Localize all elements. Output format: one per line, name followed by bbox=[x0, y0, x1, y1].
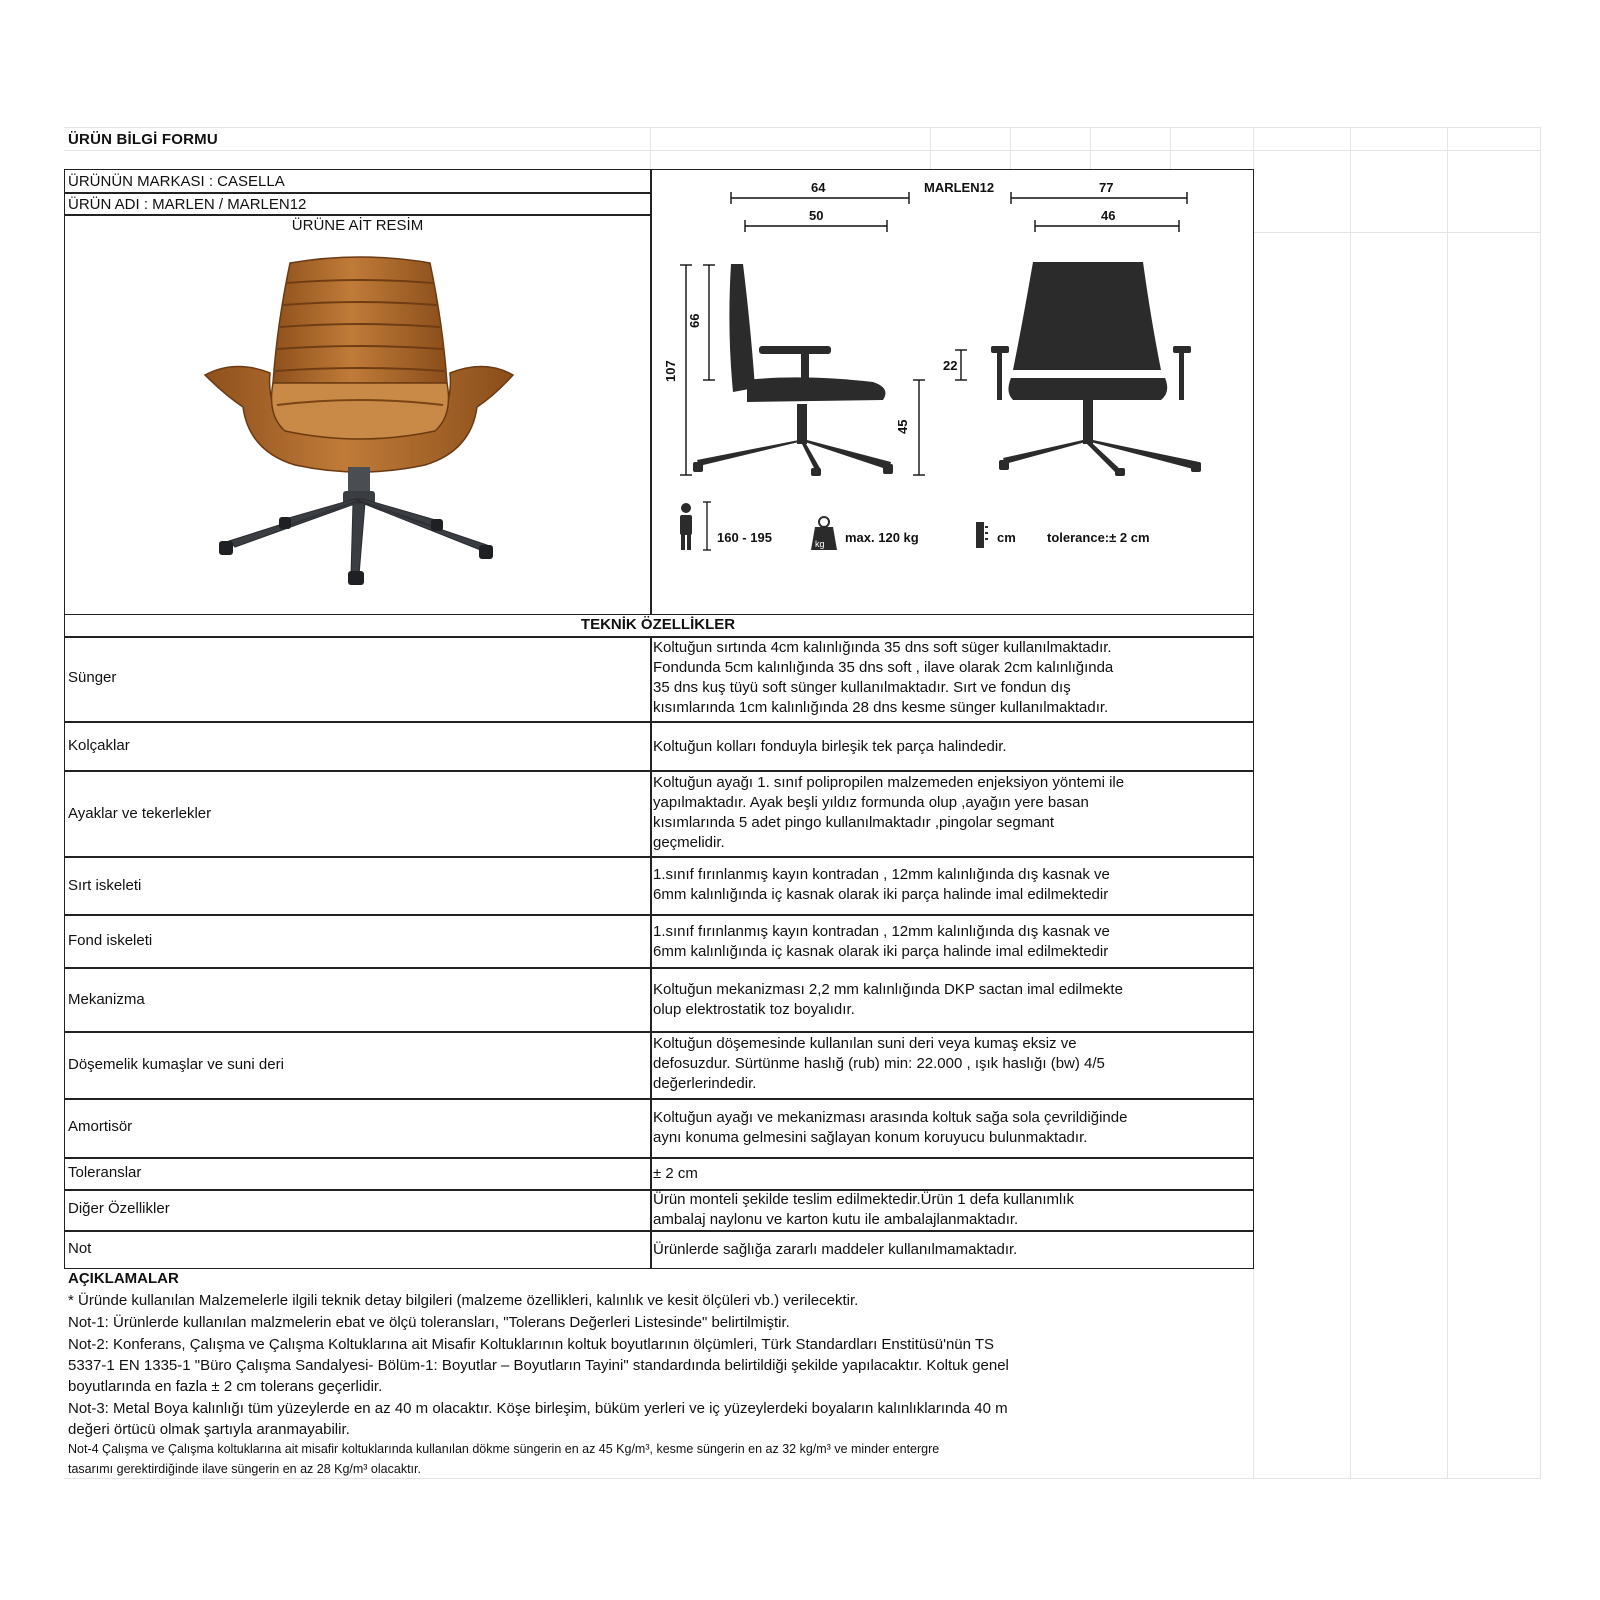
spec-label-sirt-iskeleti: Sırt iskeleti bbox=[68, 877, 142, 894]
unit-text: cm bbox=[997, 530, 1016, 545]
grid-line bbox=[1350, 127, 1351, 1479]
spec-value-amortisor: Koltuğun ayağı ve mekanizması arasında koltuk sağa sola çevrildiğinde aynı konuma gelmesini sağlayan konum koruyucu bulunmaktadır. bbox=[653, 1109, 1128, 1146]
grid-line bbox=[64, 150, 1540, 151]
spec-value-not: Ürünlerde sağlığa zararlı maddeler kullanılmamaktadır. bbox=[653, 1241, 1018, 1258]
svg-text:kg: kg bbox=[815, 539, 825, 549]
spec-label-diger: Diğer Özellikler bbox=[68, 1200, 170, 1217]
column-divider bbox=[650, 636, 652, 1269]
note-line: * Üründe kullanılan Malzemelerle ilgili teknik detay bilgileri (malzeme özellikleri, kalınlık ve kesit ölçüleri vb.) verilecektir. bbox=[68, 1292, 859, 1309]
note-line: boyutlarında en fazla ± 2 cm tolerans geçerlidir. bbox=[68, 1378, 383, 1395]
person-height-icon bbox=[680, 503, 692, 550]
user-height-text: 160 - 195 bbox=[717, 530, 772, 545]
dim-arm-height: 22 bbox=[943, 358, 958, 373]
grid-line bbox=[1170, 127, 1171, 169]
note-line: 5337-1 EN 1335-1 "Büro Çalışma Sandalyesi- Bölüm-1: Boyutlar – Boyutların Tayini" standardında belirtildiği şekilde yapılacaktır. Koltuk genel bbox=[68, 1357, 1009, 1374]
grid-line bbox=[1540, 127, 1541, 1479]
model-label: MARLEN12 bbox=[924, 180, 995, 195]
spec-label-not: Not bbox=[68, 1240, 92, 1257]
note-line: Not-3: Metal Boya kalınlığı tüm yüzeylerde en az 40 m olacaktır. Köşe birleşim, büküm yerleri ve iç yüzeylerdeki boyaların kalınlıklarında 40 m bbox=[68, 1400, 1008, 1417]
note-line: değeri örtücü olmak şartıyla aranmayabilir. bbox=[68, 1421, 350, 1438]
spec-value-ayaklar: Koltuğun ayağı 1. sınıf polipropilen malzemeden enjeksiyon yöntemi ile yapılmaktadır. Ayak beşli yıldız formunda olup ,ayağın yere basan kısımlarında 5 adet pingo kullanılmaktadır ,pingolar segmant geçmelidir. bbox=[653, 774, 1125, 851]
row-divider bbox=[64, 1157, 1254, 1159]
spec-value-diger: Ürün monteli şekilde teslim edilmektedir.Ürün 1 defa kullanımlık ambalaj naylonu ve karton kutu ile ambalajlanmaktadır. bbox=[653, 1191, 1075, 1228]
specs-title: TEKNİK ÖZELLİKLER bbox=[580, 616, 736, 633]
row-divider bbox=[64, 770, 1254, 772]
row-divider bbox=[64, 967, 1254, 969]
product-name-field: ÜRÜN ADI : MARLEN / MARLEN12 bbox=[68, 196, 307, 213]
spec-label-amortisor: Amortisör bbox=[68, 1118, 133, 1135]
dim-side-overall: 64 bbox=[811, 180, 826, 195]
spec-value-mekanizma: Koltuğun mekanizması 2,2 mm kalınlığında DKP sactan imal edilmekte olup elektrostatik toz boyalıdır. bbox=[653, 981, 1123, 1018]
spec-value-sunger: Koltuğun sırtında 4cm kalınlığında 35 dns soft süger kullanılmaktadır. Fondunda 5cm kalınlığında 35 dns soft , ilave olarak 2cm kalınlığında 35 dns kuş tüyü soft sünger kullanılmaktadır. Sırt ve fondun dış kısımlarında 1cm kalınlığında 28 dns kesme sünger kullanılmaktadır. bbox=[653, 639, 1114, 716]
dimension-diagram bbox=[651, 170, 1253, 614]
grid-line bbox=[64, 127, 1540, 128]
dim-back-height: 66 bbox=[687, 313, 702, 328]
image-header: ÜRÜNE AİT RESİM bbox=[291, 217, 424, 234]
product-photo bbox=[195, 255, 525, 595]
row-divider bbox=[64, 1230, 1254, 1232]
grid-line bbox=[930, 127, 931, 169]
spec-value-dosemelik: Koltuğun döşemesinde kullanılan suni deri veya kumaş eksiz ve defosuzdur. Sürtünme haslığ (rub) min: 22.000 , ışık haslığı (bw) 4/5 değerlerindedir. bbox=[653, 1035, 1105, 1092]
dim-front-seat: 46 bbox=[1101, 208, 1116, 223]
note-line: Not-1: Ürünlerde kullanılan malzmelerin ebat ve ölçü toleransları, "Tolerans Değerleri Listesinde" belirtilmiştir. bbox=[68, 1314, 790, 1331]
max-weight-text: max. 120 kg bbox=[845, 530, 919, 545]
grid-line bbox=[1090, 127, 1091, 169]
note-line: Not-2: Konferans, Çalışma ve Çalışma Koltuklarına ait Misafir Koltuklarının koltuk boyutlarının ölçümleri, Türk Standardları Enstitüsü'nün TS bbox=[68, 1336, 995, 1353]
grid-line bbox=[1010, 127, 1011, 169]
spec-label-kolcaklar: Kolçaklar bbox=[68, 737, 130, 754]
tolerance-text: tolerance:± 2 cm bbox=[1047, 530, 1150, 545]
spec-value-sirt-iskeleti: 1.sınıf fırınlanmış kayın kontradan , 12mm kalınlığında dış kasnak ve 6mm kalınlığında iç kasnak olarak iki parça halinde imal edilmektedir bbox=[653, 866, 1110, 903]
row-divider bbox=[64, 1031, 1254, 1033]
form-title: ÜRÜN BİLGİ FORMU bbox=[68, 131, 218, 148]
grid-line bbox=[1447, 127, 1448, 1479]
row-divider bbox=[64, 192, 651, 194]
spec-label-mekanizma: Mekanizma bbox=[68, 991, 145, 1008]
dim-side-seat: 50 bbox=[809, 208, 824, 223]
brand-field: ÜRÜNÜN MARKASI : CASELLA bbox=[68, 173, 285, 190]
row-divider bbox=[64, 721, 1254, 723]
grid-line bbox=[650, 127, 651, 169]
dim-front-overall: 77 bbox=[1099, 180, 1114, 195]
weight-icon bbox=[811, 517, 837, 550]
spec-value-fond-iskeleti: 1.sınıf fırınlanmış kayın kontradan , 12mm kalınlığında dış kasnak ve 6mm kalınlığında iç kasnak olarak iki parça halinde imal edilmektedir bbox=[653, 923, 1110, 960]
spec-label-dosemelik: Döşemelik kumaşlar ve suni deri bbox=[68, 1056, 284, 1073]
dim-total-height: 107 bbox=[663, 360, 678, 382]
note-line: Not-4 Çalışma ve Çalışma koltuklarına ait misafir koltuklarında kullanılan dökme süngerin en az 45 Kg/m³, kesme süngerin en az 32 kg/m³ ve minder entergre bbox=[68, 1442, 940, 1456]
dim-seat-height: 45 bbox=[895, 419, 910, 434]
notes-title: AÇIKLAMALAR bbox=[68, 1270, 179, 1287]
spec-value-toleranslar: ± 2 cm bbox=[653, 1165, 698, 1182]
note-line: tasarımı gerektirdiğinde ilave süngerin en az 28 Kg/m³ olacaktır. bbox=[68, 1462, 421, 1476]
grid-line bbox=[1253, 232, 1540, 233]
row-divider bbox=[64, 856, 1254, 858]
spec-label-fond-iskeleti: Fond iskeleti bbox=[68, 932, 153, 949]
row-divider bbox=[64, 1098, 1254, 1100]
spec-label-ayaklar: Ayaklar ve tekerlekler bbox=[68, 805, 212, 822]
row-divider bbox=[64, 914, 1254, 916]
spec-value-kolcaklar: Koltuğun kolları fonduyla birleşik tek parça halindedir. bbox=[653, 738, 1007, 755]
spec-label-toleranslar: Toleranslar bbox=[68, 1164, 142, 1181]
ruler-icon bbox=[976, 522, 988, 548]
spec-label-sunger: Sünger bbox=[68, 669, 117, 686]
